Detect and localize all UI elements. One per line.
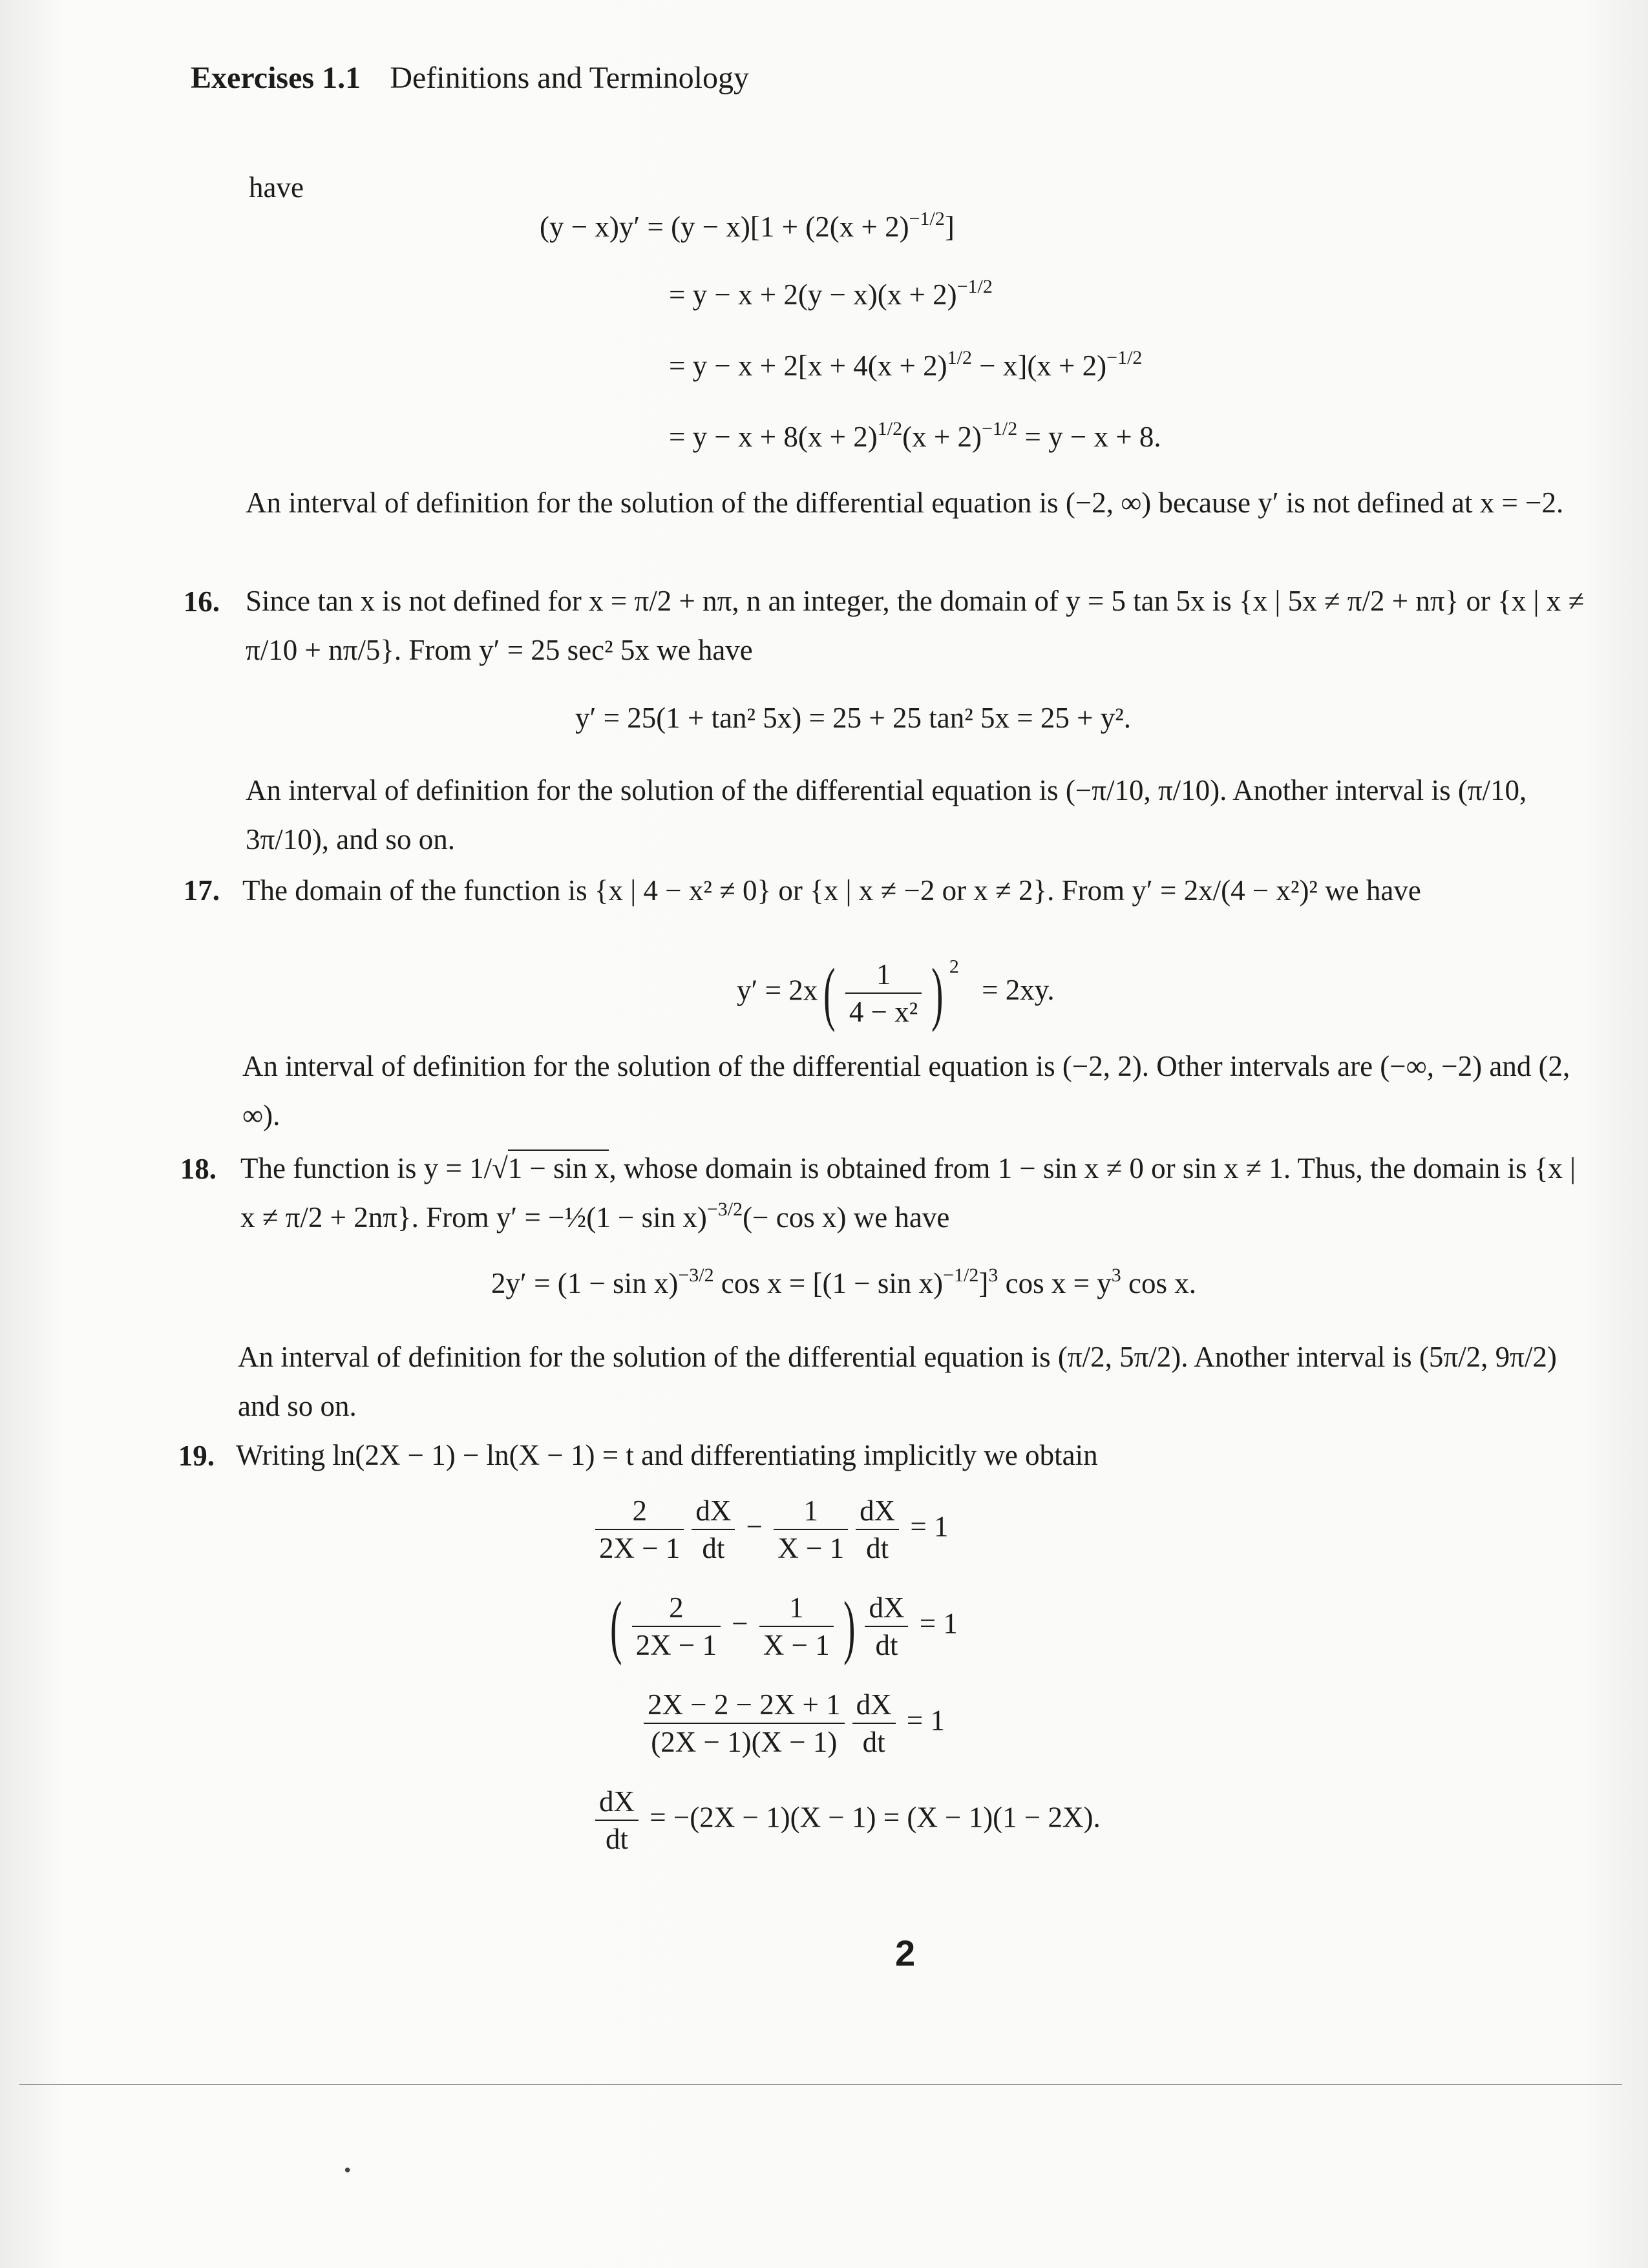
p17-conclusion: An interval of definition for the solution of the differential equation is (−2, 2). Other intervals are (−∞, −2) and (2, ∞). bbox=[242, 1050, 1570, 1131]
p16-conclusion: An interval of definition for the solution of the differential equation is (−π/10, π/10). Another interval is (π/10, 3π/10), and so on. bbox=[246, 774, 1527, 856]
scan-speck: • bbox=[343, 2161, 353, 2181]
p16-eq: y′ = 25(1 + tan² 5x) = 25 + 25 tan² 5x = 25 + y². bbox=[575, 702, 1132, 734]
p17-text: The domain of the function is {x | 4 − x² ≠ 0} or {x | x ≠ −2 or x ≠ 2}. From y′ = 2x/(4 − x²)² we have bbox=[242, 874, 1421, 907]
p19-eq3: $\frac{2X - 2 - 2X + 1}{(2X - 1)(X - 1)}$ $\frac{dX}{dt}$ = 1 bbox=[640, 1686, 945, 1760]
p16-number: 16. bbox=[183, 585, 220, 618]
page-number: 2 bbox=[895, 1933, 916, 1973]
page-header bbox=[191, 59, 749, 96]
p18-number: 18. bbox=[180, 1153, 217, 1185]
p19-eq1: $\frac{2}{2X - 1}$ $\frac{dX}{dt}$ − $\frac{1}{X - 1}$ $\frac{dX}{dt}$ = 1 bbox=[591, 1493, 949, 1566]
p15-conclusion: An interval of definition for the solution of the differential equation is (−2, ∞) because y′ is not defined at x = −2. bbox=[246, 487, 1564, 519]
p17-number: 17. bbox=[183, 874, 220, 907]
p15-eq4: = $y - x + 8(x + 2)^{1/2}(x + 2)^{-1/2} = y - x + 8$. bbox=[669, 418, 1161, 453]
p17-fraction: $\frac{1}{\text{4 − x²}}$ bbox=[845, 956, 922, 1030]
section-title: Definitions and Terminology bbox=[390, 61, 750, 95]
p15-intro: have bbox=[249, 171, 304, 204]
p15-eq1: $(y - x)y' = (y - x)[1 + (2(x + 2)^{-1/2}]$ bbox=[540, 208, 955, 243]
p18-eq: $2y' = (1 - \sin x)^{-3/2}$ $\cos x = [(1 - \sin x)^{-1/2}]^3$ $\cos x = y^3$ cos x. bbox=[491, 1265, 1196, 1299]
p19-number: 19. bbox=[178, 1440, 215, 1472]
p19-eq2: ( $\frac{2}{2X - 1}$ − $\frac{1}{X - 1}$ ) $\frac{dX}{dt}$ = 1 bbox=[610, 1587, 958, 1666]
p19-text: Writing ln(2X − 1) − ln(X − 1) = t and differentiating implicitly we obtain bbox=[236, 1439, 1098, 1471]
p19-eq4: $\frac{dX}{dt}$ = −(2X − 1)(X − 1) = (X − 1)(1 − 2X). bbox=[591, 1783, 1101, 1857]
p15-eq3: = $y - x + 2[x + 4(x + 2)^{1/2} - x](x + 2)^{-1/2}$ bbox=[669, 347, 1143, 382]
p18-text: The function is y = 1/√1 − sin x, whose domain is obtained from 1 − sin x ≠ 0 or sin x ≠ 1. Thus, the domain is {x | x ≠ π/2 + 2nπ}. From y′ = −½(1 − sin x)$^{-3/2}$(− cos x) we have bbox=[240, 1144, 1590, 1242]
p16-text: Since tan x is not defined for x = π/2 + nπ, n an integer, the domain of y = 5 tan 5x is {x | 5x ≠ π/2 + nπ} or {x | x ≠ π/10 + nπ/5}. From y′ = 25 sec² 5x we have bbox=[246, 585, 1585, 666]
p18-conclusion: An interval of definition for the solution of the differential equation is (π/2, 5π/2). Another interval is (5π/2, 9π/2) and so on. bbox=[238, 1341, 1557, 1422]
p15-eq2: = $y - x + 2(y - x)(x + 2)^{-1/2}$ bbox=[669, 276, 993, 311]
section-number: Exercises 1.1 bbox=[191, 61, 361, 95]
p17-eq: y′ = 2x( $\frac{1}{\text{4 − x²}}$ ) $^2$ = 2xy. bbox=[737, 954, 1055, 1033]
page-divider bbox=[19, 2084, 1622, 2085]
